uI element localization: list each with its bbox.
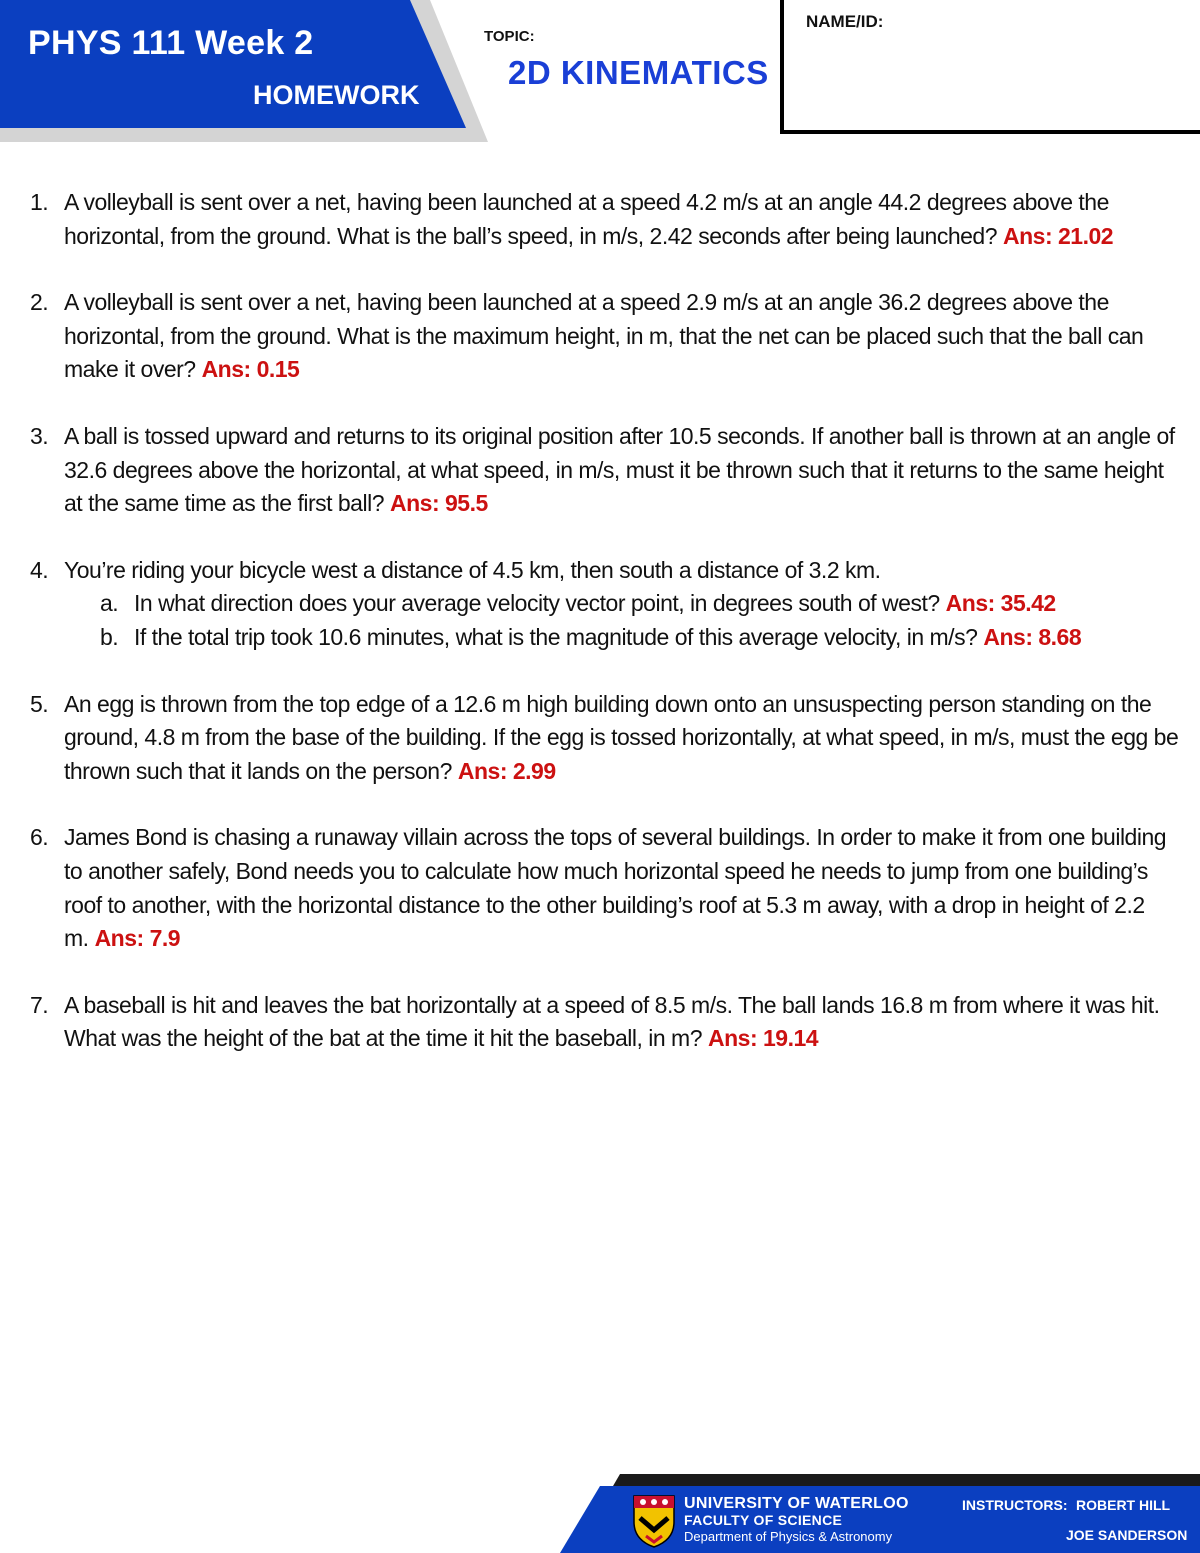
header-banner [0,0,490,142]
question-number: 1. [30,189,49,215]
question-text: James Bond is chasing a runaway villain across the tops of several buildings. In order to make it from one building to another safely, Bond needs you to calculate how much horizontal speed he needs to jump from one building’s roof to another, with the horizontal distance to the other building’s roof at 5.3 m away, with a drop in height of 2.2 m. [64,824,1167,952]
question-text: A volleyball is sent over a net, having been launched at a speed 4.2 m/s at an angle 44.2 degrees above the horizontal, from the ground. What is the ball’s speed, in m/s, 2.42 seconds after being launched? [64,189,1109,249]
name-id-label: NAME/ID: [806,12,884,31]
question-number: 3. [30,422,49,449]
answer: Ans: 21.02 [1003,222,1114,249]
question-3 [30,420,1180,521]
university-crest-icon [632,1494,676,1548]
question-text: A ball is tossed upward and returns to its original position after 10.5 seconds. If another ball is thrown at an angle of 32.6 degrees above the horizontal, at what speed, in m/s, must it be thrown such that it returns to the same height at the same time as the first ball? [64,422,1175,517]
question-2 [30,286,1180,387]
question-list [30,186,1180,1089]
answer: Ans: 0.15 [201,356,300,383]
question-number: 7. [30,991,49,1018]
sub-question-text: If the total trip took 10.6 minutes, what is the magnitude of this average velocity, in m/s? [134,623,978,650]
sub-question-letter: a. [100,590,119,617]
department-name: Department of Physics & Astronomy [684,1529,893,1544]
sub-question-letter: b. [100,623,119,650]
answer: Ans: 95.5 [390,490,488,517]
course-title: PHYS 111 Week 2 [28,24,314,62]
question-5 [30,688,1180,789]
question-text: An egg is thrown from the top edge of a 12.6 m high building down onto an unsuspecting person standing on the ground, 4.8 m from the base of the building. If the egg is tossed horizontally, at what speed, in m/s, must the egg be thrown such that it lands on the person? [64,690,1179,784]
question-6 [30,821,1180,955]
question-number: 5. [30,690,49,717]
faculty-name: FACULTY OF SCIENCE [684,1512,843,1528]
topic-label: TOPIC: [484,28,535,45]
instructors-label: INSTRUCTORS: [962,1497,1068,1513]
question-1 [30,186,1180,253]
question-4 [30,554,1180,655]
instructor-name: JOE SANDERSON [1066,1527,1188,1543]
sub-question-b [64,621,1180,655]
course-subtitle: HOMEWORK [253,80,420,110]
question-number: 6. [30,824,49,851]
answer: Ans: 19.14 [708,1025,819,1052]
question-number: 2. [30,289,49,316]
question-7 [30,989,1180,1056]
question-text: A volleyball is sent over a net, having been launched at a speed 2.9 m/s at an angle 36.2 degrees above the horizontal, from the ground. What is the maximum height, in m, that the net can be placed such that the ball can make it over? [64,289,1144,383]
sub-question-text: In what direction does your average velocity vector point, in degrees south of west? [134,590,940,617]
topic-title: 2D KINEMATICS [508,54,769,91]
answer: Ans: 8.68 [983,623,1082,650]
question-text: A baseball is hit and leaves the bat horizontally at a speed of 8.5 m/s. The ball lands 16.8 m from where it was hit. What was the height of the bat at the time it hit the baseball, in m? [64,991,1160,1052]
sub-question-list [64,587,1180,654]
question-text: You’re riding your bicycle west a distance of 4.5 km, then south a distance of 3.2 km. [64,556,881,583]
university-name: UNIVERSITY OF WATERLOO [684,1495,909,1512]
sub-question-a [64,587,1180,621]
name-id-box[interactable] [780,0,1200,134]
answer: Ans: 7.9 [94,925,181,952]
question-number: 4. [30,556,49,583]
instructor-name: ROBERT HILL [1076,1497,1171,1513]
answer: Ans: 2.99 [457,757,556,784]
answer: Ans: 35.42 [945,590,1056,617]
